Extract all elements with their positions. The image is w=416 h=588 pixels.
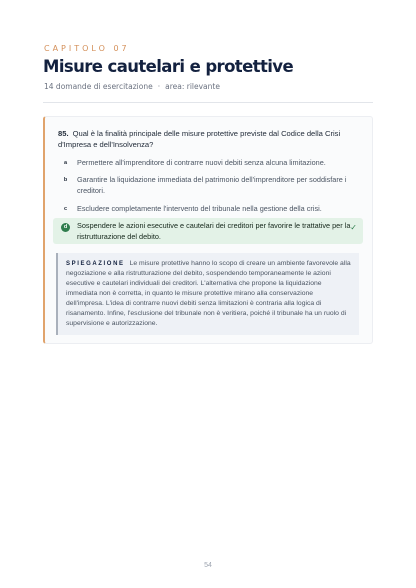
option-letter-a: a: [63, 160, 68, 166]
header-divider: [43, 102, 373, 103]
option-text-d: Sospendere le azioni esecutive e cautelari dei creditori per favorire le trattative per la ristrutturazione del debito.: [77, 221, 351, 241]
check-icon: ✓: [350, 223, 357, 232]
explanation-label: SPIEGAZIONE: [66, 261, 125, 267]
option-text-b: Garantire la liquidazione immediata del patrimonio dell'imprenditore per soddisfare i creditori.: [77, 175, 347, 195]
option-letter-c: c: [63, 206, 68, 212]
option-c[interactable]: [53, 204, 363, 216]
chapter-title: Misure cautelari e protettive: [43, 57, 294, 76]
question-text: [58, 128, 358, 150]
explanation-text: Le misure protettive hanno lo scopo di creare un ambiente favorevole alla negoziazione e alla ristrutturazione del debito, sospendendo temporaneamente le azioni esecutive e cautelari individuali dei creditori. L'alternativa che propone la liquidazione immediata non è corretta, in quanto le misure protettive mirano alla conservazione dell'impresa. L'idea di contrarre nuovi debiti senza limitazioni è contraria alla logica di risanamento. Infine, l'esclusione del tribunale non è veritiera, poiché il tribunale ha un ruolo di supervisione e autorizzazione.: [66, 260, 351, 327]
question-number: 85.: [58, 129, 69, 138]
meta-separator: ·: [157, 82, 161, 91]
area-label: area: rilevante: [165, 82, 220, 91]
question-card: [43, 116, 373, 344]
option-a[interactable]: [53, 158, 363, 170]
question-count: 14 domande di esercitazione: [44, 82, 153, 91]
option-letter-b: b: [63, 177, 68, 183]
question-prompt: Qual è la finalità principale delle misure protettive previste dal Codice della Crisi d'Impresa e dell'Insolvenza?: [58, 129, 341, 149]
option-d-correct[interactable]: [53, 218, 363, 244]
option-text-a: Permettere all'imprenditore di contrarre nuovi debiti senza alcuna limitazione.: [77, 158, 326, 167]
option-b[interactable]: [53, 175, 363, 199]
option-text-c: Escludere completamente l'intervento del tribunale nella gestione della crisi.: [77, 204, 322, 213]
chapter-meta: [44, 82, 220, 91]
chapter-label: CAPITOLO 07: [44, 44, 130, 53]
option-letter-d: d: [61, 223, 70, 232]
page-number: 54: [204, 562, 212, 569]
explanation-box: [56, 253, 359, 335]
